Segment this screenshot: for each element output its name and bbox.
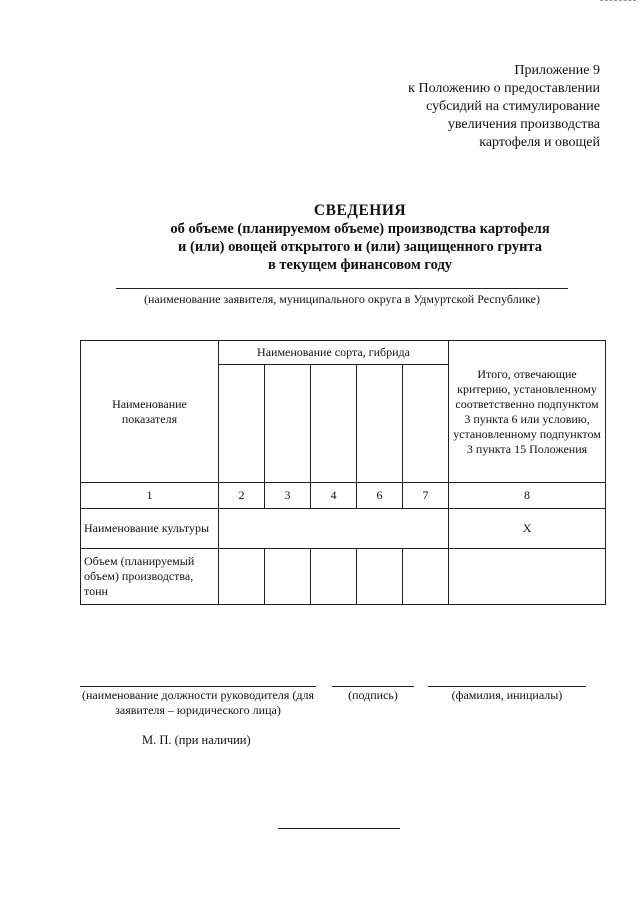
applicant-caption: (наименование заявителя, муниципального округа в Удмуртской Республике): [143, 292, 540, 306]
row-label-volume: Объем (планируемый объем) производства, тонн: [81, 549, 219, 605]
name-caption: (фамилия, инициалы): [451, 688, 563, 702]
volume-total-cell[interactable]: [449, 549, 606, 605]
signature-caption: (подпись): [348, 688, 398, 702]
footer-line: [278, 828, 400, 829]
position-caption: (наименование должности руководителя (для заявителя – юридического лица): [82, 688, 314, 717]
volume-cell[interactable]: [357, 549, 403, 605]
name-line[interactable]: [428, 686, 586, 687]
appendix-line: Приложение 9: [514, 63, 600, 78]
culture-total-cell: Х: [449, 509, 606, 549]
volume-cell[interactable]: [403, 549, 449, 605]
signature-line[interactable]: [332, 686, 414, 687]
appendix-line: картофеля и овощей: [479, 135, 600, 150]
column-number: 4: [311, 483, 357, 509]
volume-cell[interactable]: [311, 549, 357, 605]
variety-cell[interactable]: [265, 365, 311, 483]
column-number: 6: [357, 483, 403, 509]
appendix-line: к Положению о предоставлении: [408, 81, 600, 96]
variety-cell[interactable]: [403, 365, 449, 483]
column-number: 3: [265, 483, 311, 509]
column-number: 1: [81, 483, 219, 509]
applicant-name-line[interactable]: [116, 288, 568, 289]
volume-cell[interactable]: [265, 549, 311, 605]
stamp-place: М. П. (при наличии): [142, 733, 251, 747]
column-number: 2: [219, 483, 265, 509]
title-line: в текущем финансовом году: [267, 257, 453, 273]
volume-cell[interactable]: [219, 549, 265, 605]
document-title: [100, 202, 620, 274]
title-line: и (или) овощей открытого и (или) защищенного грунта: [178, 239, 542, 255]
header-variety: Наименование сорта, гибрида: [219, 341, 449, 365]
column-number: 8: [449, 483, 606, 509]
header-total: Итого, отвечающие критерию, установленному соответственно подпунктом 3 пункта 6 или условию, установленному подпунктом 3 пункта 15 Положения: [449, 341, 606, 483]
title-line: об объеме (планируемом объеме) производства картофеля: [170, 221, 550, 237]
data-table: [80, 340, 606, 605]
appendix-header: [300, 62, 600, 152]
header-indicator: Наименование показателя: [81, 341, 219, 483]
column-number: 7: [403, 483, 449, 509]
position-line[interactable]: [80, 686, 316, 687]
variety-cell[interactable]: [219, 365, 265, 483]
title-main: СВЕДЕНИЯ: [313, 202, 407, 219]
corner-mark: [600, 0, 636, 4]
appendix-line: увеличения производства: [447, 117, 600, 132]
variety-cell[interactable]: [311, 365, 357, 483]
row-label-culture: Наименование культуры: [81, 509, 219, 549]
appendix-line: субсидий на стимулирование: [426, 99, 600, 114]
culture-value-cell[interactable]: [219, 509, 449, 549]
variety-cell[interactable]: [357, 365, 403, 483]
